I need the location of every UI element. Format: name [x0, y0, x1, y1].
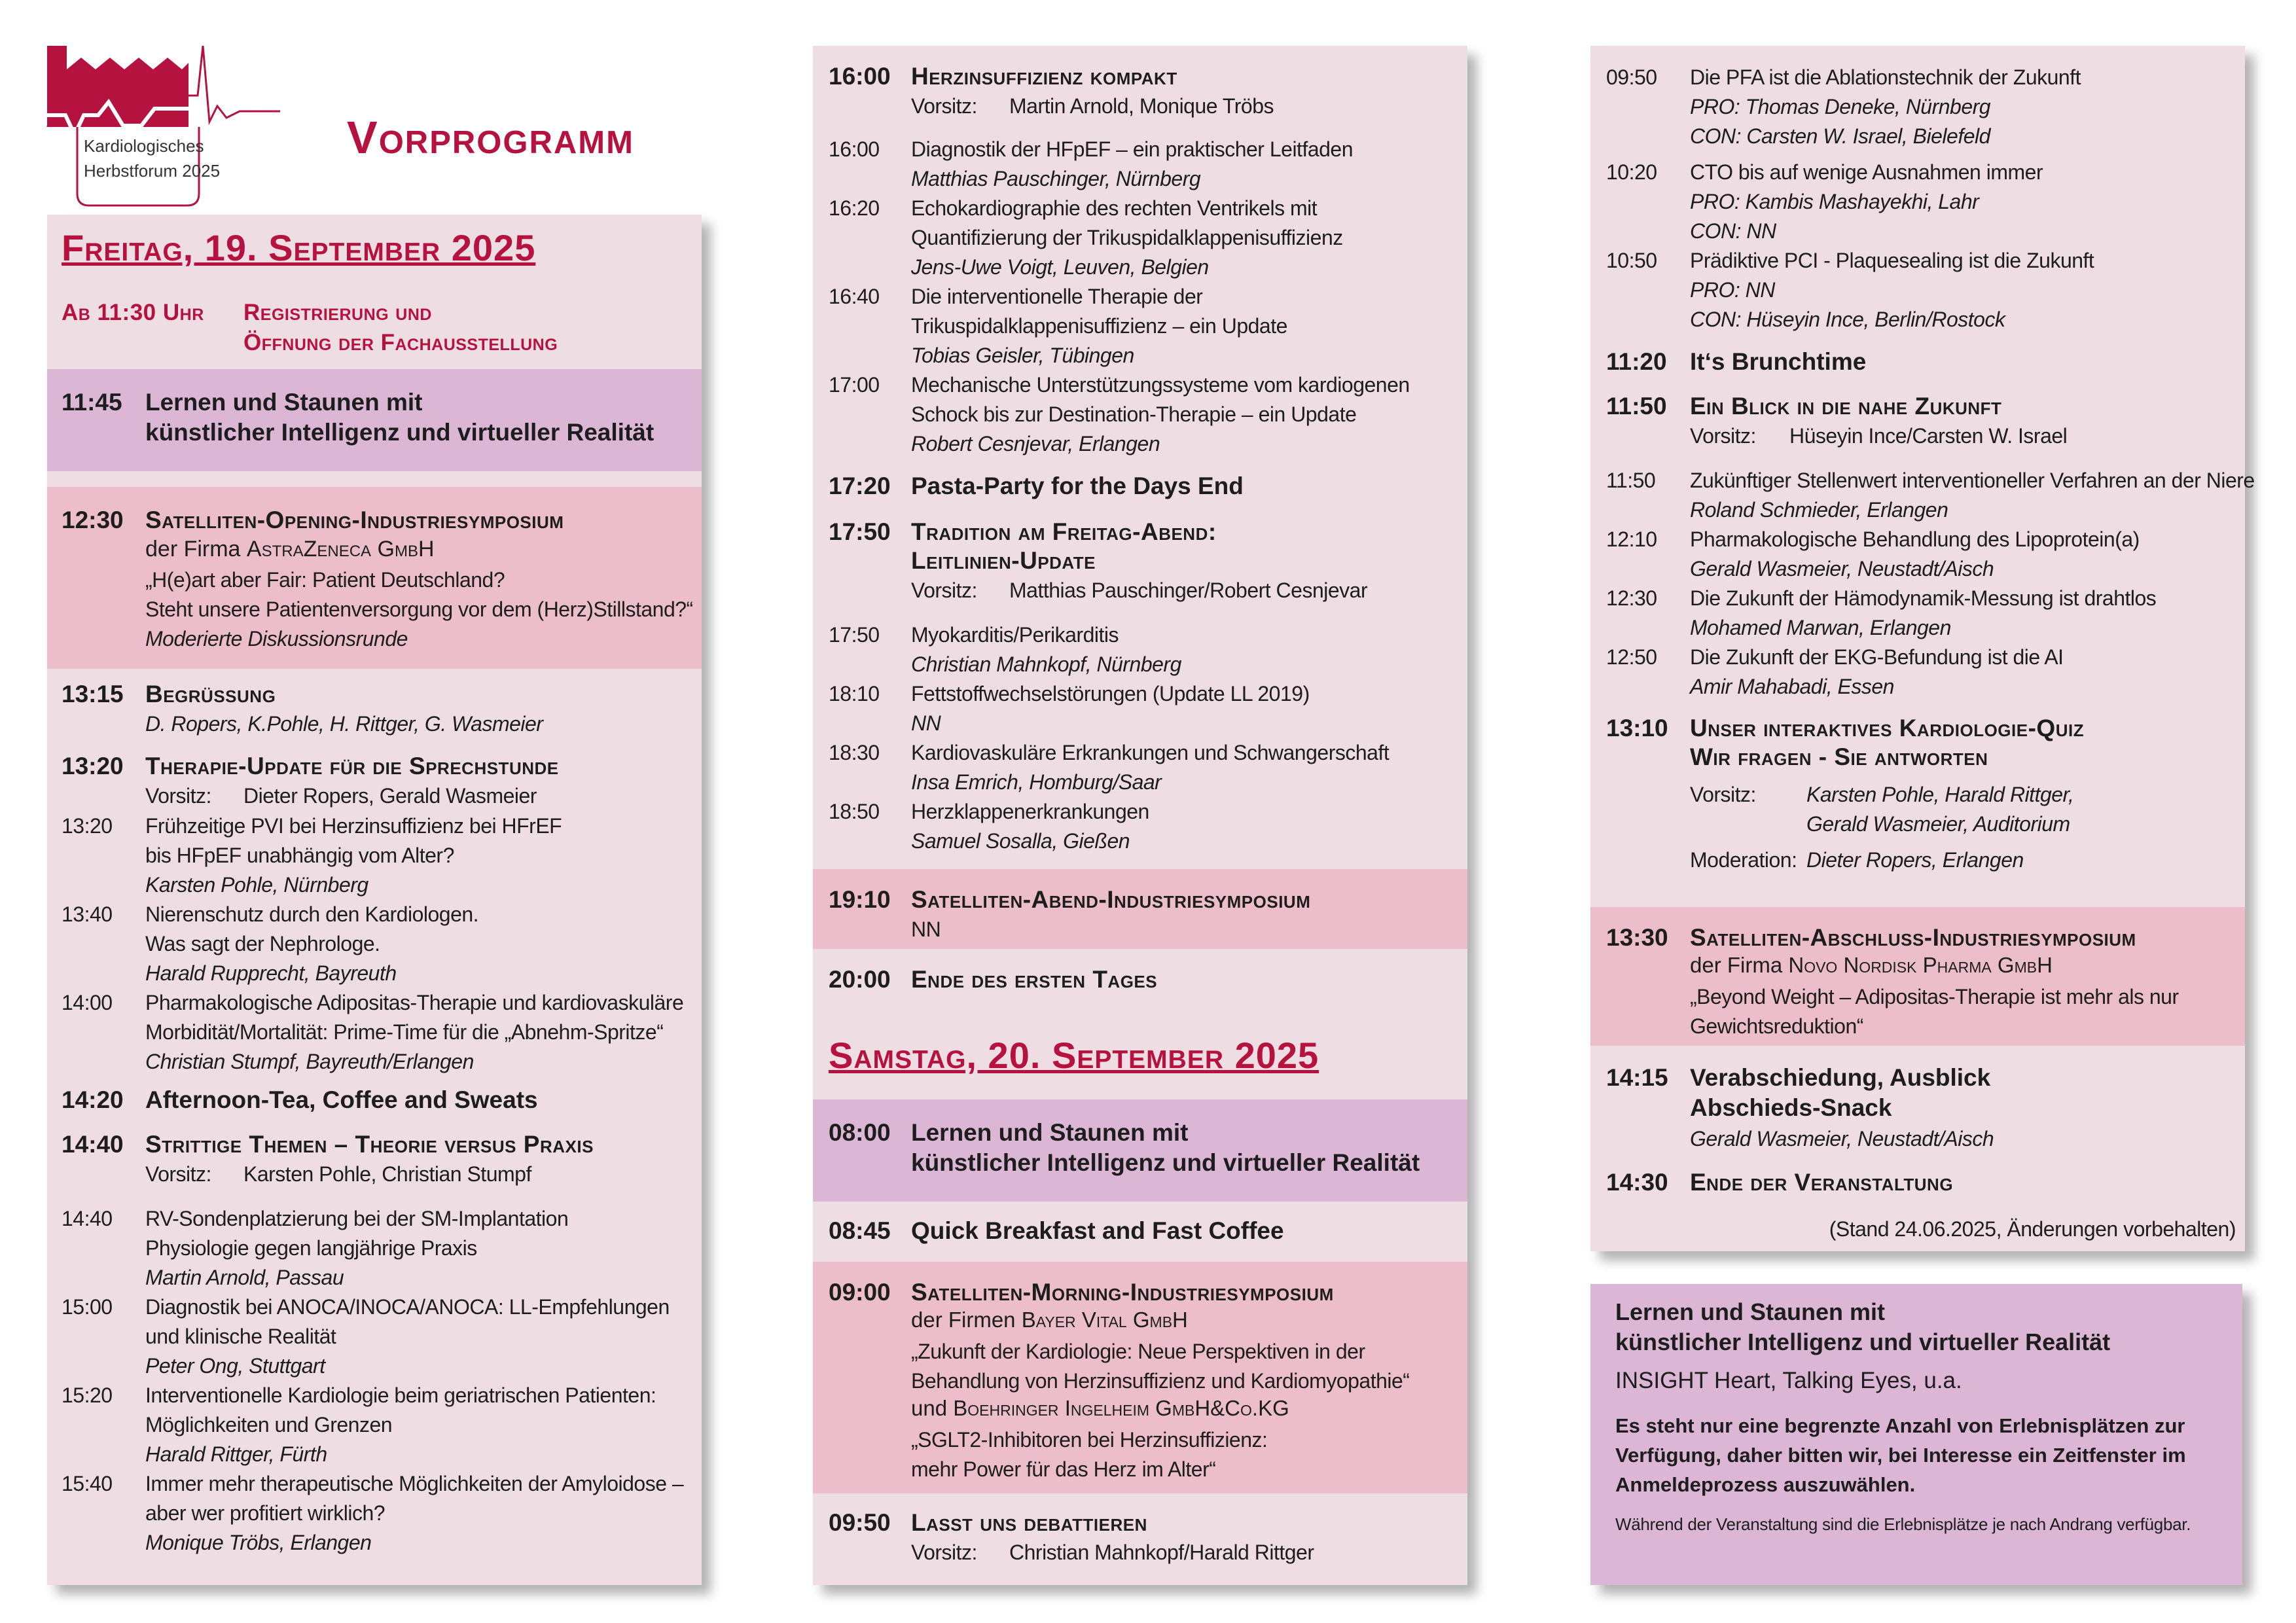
speaker: Monique Tröbs, Erlangen	[145, 1531, 372, 1554]
talk-line: Steht unsere Patientenversorgung vor dem (Herz)Stillstand?“	[145, 597, 693, 621]
info-subtitle: INSIGHT Heart, Talking Eyes, u.a.	[1615, 1368, 1962, 1393]
talk-title: Die Zukunft der Hämodynamik-Messung ist drahtlos	[1690, 586, 2157, 610]
session-title-line2: Leitlinien-Update	[911, 547, 1096, 574]
speaker: Christian Stumpf, Bayreuth/Erlangen	[145, 1050, 474, 1073]
talk-title: Die interventionelle Therapie der	[911, 285, 1203, 308]
registration-line1: Registrierung und	[243, 300, 432, 325]
company-name: AstraZeneca GmbH	[246, 537, 435, 562]
session-time: 11:50	[1606, 393, 1667, 419]
talk-time: 14:40	[62, 1207, 113, 1230]
talk-line: Behandlung von Herzinsuffizienz und Kardiomyopathie“	[911, 1369, 1410, 1393]
session-time: 09:50	[829, 1509, 891, 1536]
talk-title: Myokarditis/Perikarditis	[911, 623, 1119, 647]
session-time: 17:50	[829, 518, 891, 545]
talk-time: 12:30	[1606, 586, 1657, 610]
right-column	[1590, 46, 2255, 1251]
talk-line: „SGLT2-Inhibitoren bei Herzinsuffizienz:	[911, 1428, 1268, 1452]
session-title-line1: Tradition am Freitag-Abend:	[911, 518, 1217, 545]
session-time: 08:00	[829, 1119, 891, 1146]
symposium-block	[813, 869, 1467, 949]
talk-time: 11:50	[1606, 469, 1656, 492]
talk-time: 15:00	[62, 1295, 113, 1319]
info-body-line: Es steht nur eine begrenzte Anzahl von Erlebnisplätzen zur	[1615, 1414, 2185, 1437]
status-note: (Stand 24.06.2025, Änderungen vorbehalten)	[1829, 1217, 2236, 1241]
session-time: 11:45	[62, 389, 122, 416]
speaker: Insa Emrich, Homburg/Saar	[911, 770, 1162, 794]
session-title: Satelliten-Abend-Industriesymposium	[911, 886, 1311, 913]
speaker: NN	[911, 711, 941, 735]
info-body-line: Verfügung, daher bitten wir, bei Interesse ein Zeitfenster im	[1615, 1444, 2186, 1467]
session-title: Ein Blick in die nahe Zukunft	[1690, 393, 2002, 419]
talk-time: 16:20	[829, 196, 880, 220]
session-time: 09:00	[829, 1279, 891, 1306]
con-speaker: CON: Carsten W. Israel, Bielefeld	[1690, 124, 1990, 148]
info-box	[1590, 1284, 2242, 1585]
talk-time: 18:10	[829, 682, 880, 705]
company-prefix: und	[911, 1396, 948, 1420]
company-line	[911, 1396, 1289, 1421]
session-title: Satelliten-Opening-Industriesymposium	[145, 507, 564, 533]
logo-line1: Kardiologisches	[84, 136, 204, 156]
vorsitz-label: Vorsitz:	[145, 784, 211, 808]
talk-time: 13:20	[62, 814, 113, 838]
talk-title: Zukünftiger Stellenwert interventioneller Verfahren an der Niere	[1690, 469, 2255, 492]
talk-time: 16:40	[829, 285, 880, 308]
talk-time: 15:40	[62, 1472, 113, 1495]
vorsitz-names: Matthias Pauschinger/Robert Cesnjevar	[1009, 579, 1368, 602]
day-heading-saturday: Samstag, 20. September 2025	[829, 1035, 1319, 1076]
vorsitz-names: Karsten Pohle, Christian Stumpf	[243, 1162, 531, 1186]
session-time: 13:30	[1606, 924, 1668, 951]
speaker: D. Ropers, K.Pohle, H. Rittger, G. Wasmeier	[145, 712, 543, 736]
company-prefix: der Firma	[1690, 953, 1783, 977]
session-time: 12:30	[62, 507, 124, 533]
talk-title: Echokardiographie des rechten Ventrikels mit	[911, 196, 1318, 220]
talk-title: Prädiktive PCI - Plaquesealing ist die Zukunft	[1690, 249, 2094, 272]
speaker: Gerald Wasmeier, Neustadt/Aisch	[1690, 1127, 1994, 1150]
talk-time: 10:20	[1606, 160, 1657, 184]
speaker: Matthias Pauschinger, Nürnberg	[911, 167, 1201, 190]
speaker: Martin Arnold, Passau	[145, 1266, 344, 1289]
talk-time: 17:50	[829, 623, 880, 647]
talk-title: Die PFA ist die Ablationstechnik der Zukunft	[1690, 65, 2081, 89]
session-time: 17:20	[829, 473, 891, 499]
company-line	[145, 537, 435, 562]
moderation-name: Dieter Ropers, Erlangen	[1806, 848, 2024, 872]
con-speaker: CON: Hüseyin Ince, Berlin/Rostock	[1690, 308, 2005, 331]
vorsitz-label: Vorsitz:	[145, 1162, 211, 1186]
session-title: Satelliten-Abschluss-Industriesymposium	[1690, 924, 2136, 951]
speaker: Christian Mahnkopf, Nürnberg	[911, 652, 1181, 676]
talk-title: aber wer profitiert wirklich?	[145, 1501, 386, 1525]
symposium-block	[1590, 907, 2245, 1046]
friday-column	[47, 215, 702, 1585]
speaker: Jens-Uwe Voigt, Leuven, Belgien	[911, 255, 1209, 279]
talk-time: 09:50	[1606, 65, 1657, 89]
talk-line: „Beyond Weight – Adipositas-Therapie ist mehr als nur	[1690, 985, 2179, 1008]
vorsitz-names: Karsten Pohle, Harald Rittger,	[1806, 783, 2074, 806]
talk-line: „Zukunft der Kardiologie: Neue Perspektiven in der	[911, 1340, 1365, 1363]
talk-time: 14:00	[62, 991, 113, 1014]
talk-note: Moderierte Diskussionsrunde	[145, 627, 408, 651]
talk-title: Diagnostik der HFpEF – ein praktischer Leitfaden	[911, 137, 1354, 161]
speaker: Amir Mahabadi, Essen	[1690, 675, 1894, 698]
vorsitz-label: Vorsitz:	[911, 94, 977, 118]
talk-time: 12:10	[1606, 527, 1657, 551]
talk-line: Gewichtsreduktion“	[1690, 1014, 1863, 1038]
session-title-line2: künstlicher Intelligenz und virtueller Realität	[145, 419, 655, 446]
session-title: Strittige Themen – Theorie versus Praxis	[145, 1131, 594, 1158]
company-prefix: der Firma	[145, 537, 241, 562]
talk-title: Diagnostik bei ANOCA/INOCA/ANOCA: LL-Empfehlungen	[145, 1295, 670, 1319]
talk-title: Was sagt der Nephrologe.	[145, 932, 380, 955]
talk-title: und klinische Realität	[145, 1325, 336, 1348]
talk-title: Physiologie gegen langjährige Praxis	[145, 1236, 477, 1260]
talk-time: 18:50	[829, 800, 880, 823]
talk-title: Möglichkeiten und Grenzen	[145, 1413, 393, 1436]
vorsitz-label: Vorsitz:	[911, 579, 977, 602]
talk-title: Immer mehr therapeutische Möglichkeiten der Amyloidose –	[145, 1472, 684, 1495]
con-speaker: CON: NN	[1690, 219, 1776, 243]
session-time: 08:45	[829, 1217, 891, 1244]
vorsitz-names: Gerald Wasmeier, Auditorium	[1806, 812, 2070, 836]
session-title-line1: Verabschiedung, Ausblick	[1690, 1064, 1991, 1091]
logo-text	[84, 134, 220, 183]
vorsitz-names: Hüseyin Ince/Carsten W. Israel	[1789, 424, 2068, 448]
talk-title: Quantifizierung der Trikuspidalklappenisuffizienz	[911, 226, 1343, 249]
speaker: NN	[911, 918, 941, 941]
vorsitz-names: Dieter Ropers, Gerald Wasmeier	[243, 784, 537, 808]
company-line	[1690, 953, 2053, 978]
session-title: Quick Breakfast and Fast Coffee	[911, 1217, 1284, 1244]
talk-title: Herzklappenerkrankungen	[911, 800, 1149, 823]
vorsitz-label: Vorsitz:	[911, 1541, 977, 1564]
session-title: Lasst uns debattieren	[911, 1509, 1147, 1536]
info-body-line: Anmeldeprozess auszuwählen.	[1615, 1473, 1916, 1496]
session-title-line1: Lernen und Staunen mit	[145, 389, 423, 416]
talk-line: „H(e)art aber Fair: Patient Deutschland?	[145, 568, 505, 592]
talk-title: Interventionelle Kardiologie beim geriatrischen Patienten:	[145, 1383, 656, 1407]
talk-time: 10:50	[1606, 249, 1657, 272]
speaker: Robert Cesnjevar, Erlangen	[911, 432, 1160, 455]
session-title: Begrüssung	[145, 681, 276, 707]
session-title: It‘s Brunchtime	[1690, 348, 1867, 375]
session-time: 14:20	[62, 1086, 124, 1113]
session-title-line1: Unser interaktives Kardiologie-Quiz	[1690, 715, 2085, 741]
company-name: Novo Nordisk Pharma GmbH	[1788, 953, 2053, 977]
session-title: Satelliten-Morning-Industriesymposium	[911, 1279, 1334, 1306]
session-time: 11:20	[1606, 348, 1667, 375]
session-time: 19:10	[829, 886, 891, 913]
vorsitz-label: Vorsitz:	[1690, 424, 1756, 448]
talk-title: CTO bis auf wenige Ausnahmen immer	[1690, 160, 2043, 184]
talk-title: Die Zukunft der EKG-Befundung ist die AI	[1690, 645, 2064, 669]
speaker: Samuel Sosalla, Gießen	[911, 829, 1130, 853]
session-time: 13:20	[62, 753, 124, 779]
session-time: 14:15	[1606, 1064, 1668, 1091]
company-prefix: der Firmen	[911, 1308, 1016, 1332]
page-title: Vorprogramm	[347, 112, 634, 163]
vorsitz-label: Vorsitz:	[1690, 783, 1756, 806]
talk-title: Morbidität/Mortalität: Prime-Time für die „Abnehm-Spritze“	[145, 1020, 664, 1044]
session-title: Herzinsuffizienz kompakt	[911, 63, 1177, 90]
speaker: Roland Schmieder, Erlangen	[1690, 498, 1948, 522]
session-title: Ende der Veranstaltung	[1690, 1169, 1954, 1196]
talk-title: Fettstoffwechselstörungen (Update LL 2019)	[911, 682, 1310, 705]
session-time: 20:00	[829, 966, 891, 993]
company-name: Bayer Vital GmbH	[1021, 1308, 1188, 1332]
middle-column	[813, 46, 1467, 1585]
session-title-line2: Wir fragen - Sie antworten	[1690, 743, 1988, 770]
speaker: Gerald Wasmeier, Neustadt/Aisch	[1690, 557, 1994, 580]
talk-title: Mechanische Unterstützungssysteme vom kardiogenen	[911, 373, 1410, 397]
moderation-label: Moderation:	[1690, 848, 1797, 872]
session-title-line2: Abschieds-Snack	[1690, 1094, 1892, 1121]
talk-title: Nierenschutz durch den Kardiologen.	[145, 902, 479, 926]
session-title: Therapie-Update für die Sprechstunde	[145, 753, 559, 779]
session-title-line1: Lernen und Staunen mit	[911, 1119, 1189, 1146]
talk-title: Schock bis zur Destination-Therapie – ein Update	[911, 402, 1357, 426]
vorsitz-names: Christian Mahnkopf/Harald Rittger	[1009, 1541, 1314, 1564]
talk-time: 17:00	[829, 373, 880, 397]
session-time: 13:10	[1606, 715, 1668, 741]
speaker: Harald Rupprecht, Bayreuth	[145, 961, 397, 985]
session-title-line2: künstlicher Intelligenz und virtueller Realität	[911, 1149, 1420, 1176]
symposium-block	[813, 1262, 1467, 1493]
logo-line2: Herbstforum 2025	[84, 161, 221, 181]
talk-title: Pharmakologische Behandlung des Lipoprotein(a)	[1690, 527, 2140, 551]
session-title: Ende des ersten Tages	[911, 966, 1158, 993]
talk-title: RV-Sondenplatzierung bei der SM-Implantation	[145, 1207, 569, 1230]
speaker: Karsten Pohle, Nürnberg	[145, 873, 368, 897]
session-time: 13:15	[62, 681, 124, 707]
info-title-line2: künstlicher Intelligenz und virtueller Realität	[1615, 1329, 2111, 1355]
talk-time: 16:00	[829, 137, 880, 161]
session-time: 14:30	[1606, 1169, 1668, 1196]
talk-time: 15:20	[62, 1383, 113, 1407]
speaker: Mohamed Marwan, Erlangen	[1690, 616, 1951, 639]
registration-line2: Öffnung der Fachausstellung	[243, 330, 558, 355]
session-title: Afternoon-Tea, Coffee and Sweats	[145, 1086, 538, 1113]
symposium-block	[47, 487, 702, 669]
talk-title: Frühzeitige PVI bei Herzinsuffizienz bei HFrEF	[145, 814, 562, 838]
vorsitz-names: Martin Arnold, Monique Tröbs	[1009, 94, 1274, 118]
talk-title: Trikuspidalklappenisuffizienz – ein Update	[911, 314, 1287, 338]
session-title: Pasta-Party for the Days End	[911, 473, 1244, 499]
pro-speaker: PRO: Thomas Deneke, Nürnberg	[1690, 95, 1991, 118]
info-footnote: Während der Veranstaltung sind die Erlebnisplätze je nach Andrang verfügbar.	[1615, 1514, 2191, 1534]
talk-time: 12:50	[1606, 645, 1657, 669]
talk-line: mehr Power für das Herz im Alter“	[911, 1457, 1216, 1481]
pro-speaker: PRO: NN	[1690, 278, 1775, 302]
talk-time: 18:30	[829, 741, 880, 764]
talk-title: Pharmakologische Adipositas-Therapie und kardiovaskuläre	[145, 991, 684, 1014]
speaker: Tobias Geisler, Tübingen	[911, 344, 1134, 367]
session-block	[813, 1099, 1467, 1202]
session-time: 16:00	[829, 63, 891, 90]
talk-title: bis HFpEF unabhängig vom Alter?	[145, 844, 454, 867]
company-line	[911, 1308, 1188, 1332]
session-time: 14:40	[62, 1131, 124, 1158]
pro-speaker: PRO: Kambis Mashayekhi, Lahr	[1690, 190, 1979, 213]
info-title-line1: Lernen und Staunen mit	[1615, 1298, 1886, 1325]
company-name: Boehringer Ingelheim GmbH&Co.KG	[953, 1396, 1289, 1420]
speaker: Harald Rittger, Fürth	[145, 1442, 327, 1466]
day-heading-friday: Freitag, 19. September 2025	[62, 227, 536, 268]
talk-time: 13:40	[62, 902, 113, 926]
talk-title: Kardiovaskuläre Erkrankungen und Schwangerschaft	[911, 741, 1390, 764]
session-block	[47, 369, 702, 471]
registration-time: Ab 11:30 Uhr	[62, 300, 204, 325]
speaker: Peter Ong, Stuttgart	[145, 1354, 325, 1378]
